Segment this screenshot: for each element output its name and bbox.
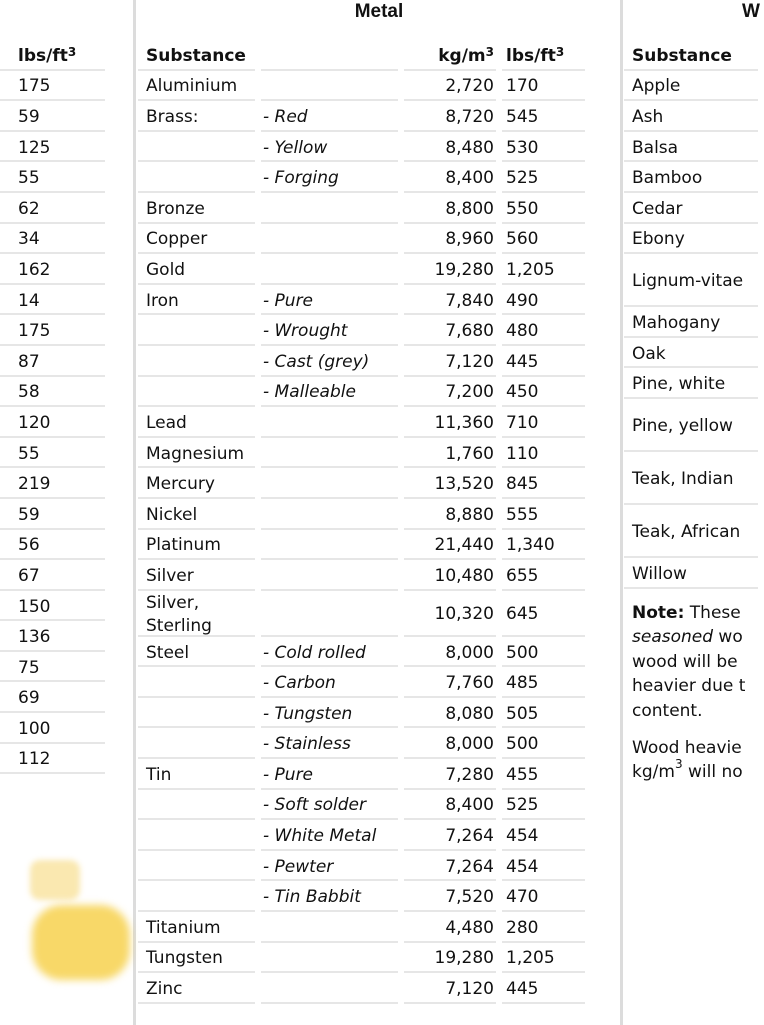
substance-cell: Mercury [138, 472, 255, 499]
wood-note [624, 601, 764, 785]
table-row [138, 440, 620, 471]
variant-cell: - Stainless [261, 732, 398, 759]
variant-cell [261, 564, 398, 591]
substance-cell: Nickel [138, 503, 255, 530]
substance-cell: Steel [138, 641, 255, 668]
note-line-2-em: seasoned [632, 627, 714, 648]
variant-cell [261, 197, 398, 224]
substance-cell: Tungsten [138, 947, 255, 974]
note-label: Note: [632, 602, 685, 623]
variant-cell: - Yellow [261, 136, 398, 163]
lbs-cell: 445 [502, 977, 585, 1004]
variant-cell: - Red [261, 105, 398, 132]
wood-header-row [624, 42, 764, 73]
left-row [0, 317, 133, 348]
substance-cell: Brass: [138, 105, 255, 132]
kg-cell: 7,840 [404, 289, 496, 316]
variant-cell: - Cold rolled [261, 641, 398, 668]
lbs-cell: 450 [502, 381, 585, 408]
left-lbs-value: 87 [0, 350, 105, 377]
left-row [0, 593, 133, 624]
wood-substance-cell: Apple [624, 75, 758, 102]
variant-cell: - Wrought [261, 319, 398, 346]
table-row [138, 103, 620, 134]
variant-cell: - Soft solder [261, 794, 398, 821]
left-values-list [0, 73, 133, 777]
note2-line-1: Wood heavie [632, 737, 742, 758]
left-lbs-value: 62 [0, 197, 105, 224]
left-header-row [0, 42, 133, 73]
left-row [0, 562, 133, 593]
kg-cell: 8,000 [404, 732, 496, 759]
table-row [138, 532, 620, 563]
kg-header [404, 44, 496, 71]
wood-row [624, 134, 764, 165]
table-row [138, 853, 620, 884]
kg-cell: 10,480 [404, 564, 496, 591]
wood-substance-cell: Balsa [624, 136, 758, 163]
lbs-cell: 280 [502, 916, 585, 943]
left-lbs-value: 125 [0, 136, 105, 163]
left-lbs-value: 14 [0, 289, 105, 316]
table-row [138, 639, 620, 670]
substance-cell: Tin [138, 763, 255, 790]
left-lbs-value: 150 [0, 595, 105, 622]
wood-row [624, 195, 764, 226]
lbs-cell: 530 [502, 136, 585, 163]
left-row [0, 501, 133, 532]
wood-row [624, 103, 764, 134]
variant-cell [261, 595, 398, 637]
table-row [138, 914, 620, 945]
wood-substance-cell: Ebony [624, 228, 758, 255]
table-row [138, 562, 620, 593]
substance-cell: Copper [138, 228, 255, 255]
left-lbs-value: 75 [0, 656, 105, 683]
left-row [0, 715, 133, 746]
wood-note-paragraph-2 [632, 736, 760, 785]
kg-cell: 7,760 [404, 671, 496, 698]
lbs-header-text: lbs/ft [506, 45, 556, 66]
wood-rows [624, 73, 764, 591]
left-lbs-value: 59 [0, 503, 105, 530]
lbs-header [502, 44, 585, 71]
substance-cell [138, 855, 255, 882]
table-row [138, 945, 620, 976]
kg-cell: 4,480 [404, 916, 496, 943]
note-line-4: heavier due t [632, 676, 746, 697]
wood-substance-cell: Mahogany [624, 311, 758, 338]
substance-cell: Platinum [138, 534, 255, 561]
substance-cell [138, 319, 255, 346]
variant-cell [261, 916, 398, 943]
table-row [138, 195, 620, 226]
wood-substance-cell: Pine, yellow [624, 403, 758, 452]
left-lbs-value: 56 [0, 534, 105, 561]
variant-cell: - Pure [261, 289, 398, 316]
left-row [0, 440, 133, 471]
note2-rest: will no [687, 762, 743, 783]
variant-cell: - Tin Babbit [261, 885, 398, 912]
wood-row [624, 73, 764, 104]
column-divider [620, 0, 623, 1025]
left-row [0, 532, 133, 563]
left-row [0, 746, 133, 777]
lbs-cell: 710 [502, 411, 585, 438]
substance-cell [138, 671, 255, 698]
table-row [138, 975, 620, 1006]
variant-cell [261, 411, 398, 438]
wood-row [624, 370, 764, 401]
substance-cell [138, 136, 255, 163]
variant-cell [261, 258, 398, 285]
variant-cell: - Tungsten [261, 702, 398, 729]
table-row [138, 226, 620, 257]
kg-cell: 8,400 [404, 794, 496, 821]
left-row [0, 256, 133, 287]
wood-row [624, 560, 764, 591]
left-partial-column [0, 0, 133, 776]
left-row [0, 348, 133, 379]
wood-substance-cell: Teak, Indian [624, 456, 758, 505]
variant-cell [261, 228, 398, 255]
lbs-cell: 490 [502, 289, 585, 316]
kg-cell: 8,720 [404, 105, 496, 132]
table-row [138, 348, 620, 379]
metal-table [138, 0, 620, 1006]
wood-substance-cell: Lignum-vitae [624, 258, 758, 307]
wood-substance-cell: Pine, white [624, 372, 758, 399]
substance-cell: Zinc [138, 977, 255, 1004]
left-lbs-value: 175 [0, 75, 105, 102]
kg-cell: 7,680 [404, 319, 496, 346]
lbs-cell: 170 [502, 75, 585, 102]
variant-cell: - Forging [261, 166, 398, 193]
left-lbs-value: 69 [0, 686, 105, 713]
table-row [138, 822, 620, 853]
substance-cell [138, 702, 255, 729]
note-line-5: content. [632, 701, 703, 722]
substance-cell [138, 732, 255, 759]
wood-substance-cell: Bamboo [624, 166, 758, 193]
wood-substance-cell: Oak [624, 342, 758, 369]
kg-cell: 7,264 [404, 855, 496, 882]
wood-row [624, 256, 764, 309]
metal-header-row [138, 42, 620, 73]
left-lbs-header-sup: 3 [67, 45, 77, 60]
note-line-3: wood will be [632, 651, 738, 672]
variant-cell [261, 503, 398, 530]
variant-cell [261, 977, 398, 1004]
left-lbs-value: 67 [0, 564, 105, 591]
substance-cell [138, 885, 255, 912]
kg-cell: 1,760 [404, 442, 496, 469]
wood-substance-cell: Ash [624, 105, 758, 132]
variant-cell: - Pure [261, 763, 398, 790]
left-lbs-value: 162 [0, 258, 105, 285]
left-row [0, 409, 133, 440]
kg-cell: 8,880 [404, 503, 496, 530]
lbs-cell: 1,205 [502, 947, 585, 974]
variant-cell [261, 472, 398, 499]
substance-cell: Lead [138, 411, 255, 438]
wood-substance-cell: Cedar [624, 197, 758, 224]
kg-cell: 8,800 [404, 197, 496, 224]
left-section-title [0, 0, 133, 42]
table-row [138, 792, 620, 823]
left-row [0, 164, 133, 195]
variant-cell: - Carbon [261, 671, 398, 698]
left-lbs-value: 100 [0, 717, 105, 744]
lbs-cell: 110 [502, 442, 585, 469]
kg-cell: 8,480 [404, 136, 496, 163]
left-lbs-value: 112 [0, 748, 105, 775]
table-row [138, 883, 620, 914]
metal-section-title: Metal [354, 1, 404, 22]
lbs-cell: 445 [502, 350, 585, 377]
substance-header: Substance [138, 44, 255, 71]
left-row [0, 103, 133, 134]
left-row [0, 73, 133, 104]
lbs-cell: 480 [502, 319, 585, 346]
kg-cell: 7,200 [404, 381, 496, 408]
kg-cell: 8,400 [404, 166, 496, 193]
left-lbs-value: 120 [0, 411, 105, 438]
table-row [138, 593, 620, 639]
variant-header [261, 44, 398, 71]
lbs-header-sup: 3 [555, 45, 565, 60]
kg-cell: 19,280 [404, 258, 496, 285]
wood-substance-header: Substance [624, 44, 758, 71]
substance-cell: Aluminium [138, 75, 255, 102]
lbs-cell: 525 [502, 794, 585, 821]
variant-cell: - White Metal [261, 824, 398, 851]
left-lbs-header [0, 44, 105, 71]
table-row [138, 287, 620, 318]
wood-row [624, 401, 764, 454]
left-row [0, 134, 133, 165]
column-divider [133, 0, 136, 1025]
wood-row [624, 226, 764, 257]
lbs-cell: 470 [502, 885, 585, 912]
kg-cell: 21,440 [404, 534, 496, 561]
kg-cell: 7,280 [404, 763, 496, 790]
note2-unit: kg/m [632, 762, 675, 783]
variant-cell [261, 75, 398, 102]
kg-cell: 7,520 [404, 885, 496, 912]
left-row [0, 195, 133, 226]
left-lbs-value: 59 [0, 105, 105, 132]
left-row [0, 684, 133, 715]
substance-cell [138, 824, 255, 851]
left-row [0, 226, 133, 257]
wood-note-paragraph [632, 601, 760, 724]
table-row [138, 470, 620, 501]
lbs-cell: 655 [502, 564, 585, 591]
highlight-smudge [32, 905, 130, 980]
note-line-2: wo [718, 627, 743, 648]
substance-cell: Magnesium [138, 442, 255, 469]
lbs-cell: 454 [502, 855, 585, 882]
wood-substance-cell: Teak, African [624, 509, 758, 558]
lbs-cell: 454 [502, 824, 585, 851]
left-lbs-value: 58 [0, 381, 105, 408]
wood-row [624, 164, 764, 195]
kg-cell: 10,320 [404, 595, 496, 637]
substance-cell: Silver [138, 564, 255, 591]
kg-cell: 7,264 [404, 824, 496, 851]
substance-cell [138, 381, 255, 408]
wood-row [624, 454, 764, 507]
table-row [138, 73, 620, 104]
lbs-cell: 505 [502, 702, 585, 729]
variant-cell: - Cast (grey) [261, 350, 398, 377]
left-row [0, 287, 133, 318]
left-lbs-value: 34 [0, 228, 105, 255]
lbs-cell: 485 [502, 671, 585, 698]
kg-cell: 11,360 [404, 411, 496, 438]
highlight-smudge [30, 860, 80, 900]
table-row [138, 730, 620, 761]
kg-cell: 8,960 [404, 228, 496, 255]
kg-cell: 7,120 [404, 977, 496, 1004]
table-row [138, 317, 620, 348]
table-row [138, 669, 620, 700]
note-line-1: These [689, 602, 741, 623]
lbs-cell: 1,340 [502, 534, 585, 561]
substance-cell [138, 794, 255, 821]
kg-cell: 13,520 [404, 472, 496, 499]
kg-cell: 7,120 [404, 350, 496, 377]
left-lbs-value: 219 [0, 472, 105, 499]
table-row [138, 409, 620, 440]
wood-row [624, 340, 764, 371]
wood-row [624, 507, 764, 560]
lbs-cell: 555 [502, 503, 585, 530]
table-row [138, 164, 620, 195]
kg-cell: 19,280 [404, 947, 496, 974]
lbs-cell: 645 [502, 595, 585, 637]
left-lbs-value: 175 [0, 319, 105, 346]
wood-table [624, 0, 764, 797]
lbs-cell: 545 [502, 105, 585, 132]
left-lbs-value: 136 [0, 625, 105, 652]
kg-header-text: kg/m [438, 45, 486, 66]
note2-unit-sup: 3 [674, 757, 683, 772]
wood-row [624, 309, 764, 340]
lbs-cell: 560 [502, 228, 585, 255]
substance-cell: Bronze [138, 197, 255, 224]
substance-cell: Iron [138, 289, 255, 316]
left-lbs-value: 55 [0, 166, 105, 193]
kg-cell: 8,000 [404, 641, 496, 668]
variant-cell [261, 947, 398, 974]
left-row [0, 654, 133, 685]
variant-cell [261, 534, 398, 561]
table-row [138, 761, 620, 792]
metal-rows [138, 73, 620, 1006]
table-row [138, 379, 620, 410]
lbs-cell: 1,205 [502, 258, 585, 285]
substance-cell: Gold [138, 258, 255, 285]
lbs-cell: 525 [502, 166, 585, 193]
kg-cell: 8,080 [404, 702, 496, 729]
left-lbs-value: 55 [0, 442, 105, 469]
left-row [0, 379, 133, 410]
left-row [0, 470, 133, 501]
substance-cell: Silver, Sterling [138, 595, 255, 637]
lbs-cell: 455 [502, 763, 585, 790]
variant-cell [261, 442, 398, 469]
table-row [138, 134, 620, 165]
wood-section-title: W [742, 1, 760, 22]
table-row [138, 256, 620, 287]
wood-substance-cell: Willow [624, 562, 758, 589]
lbs-cell: 845 [502, 472, 585, 499]
kg-cell: 2,720 [404, 75, 496, 102]
variant-cell: - Malleable [261, 381, 398, 408]
kg-header-sup: 3 [485, 45, 494, 60]
left-lbs-header-text: lbs/ft [18, 45, 68, 66]
lbs-cell: 550 [502, 197, 585, 224]
table-row [138, 501, 620, 532]
table-row [138, 700, 620, 731]
left-row [0, 623, 133, 654]
lbs-cell: 500 [502, 641, 585, 668]
lbs-cell: 500 [502, 732, 585, 759]
substance-cell: Titanium [138, 916, 255, 943]
substance-cell [138, 350, 255, 377]
substance-cell [138, 166, 255, 193]
variant-cell: - Pewter [261, 855, 398, 882]
